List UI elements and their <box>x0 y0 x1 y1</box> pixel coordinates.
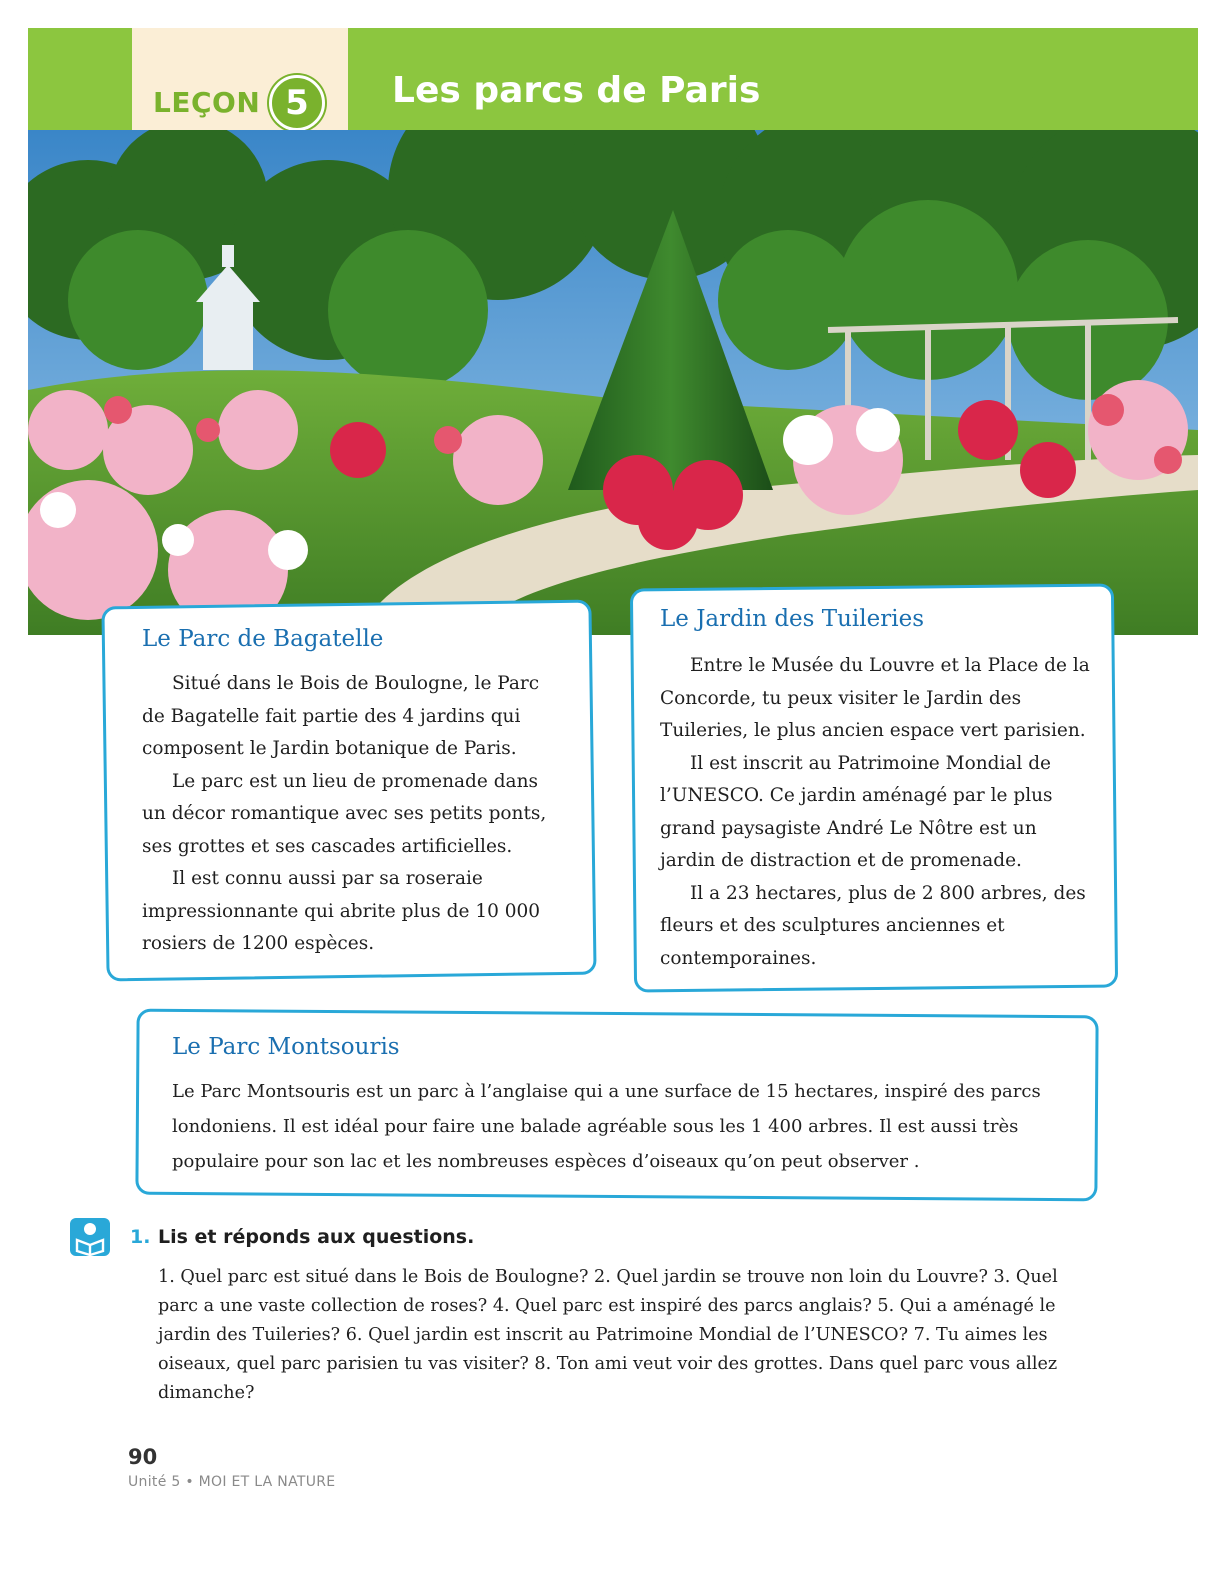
card-tuileries-paragraph: Il est inscrit au Patrimoine Mondial de l’UNESCO. Ce jardin aménagé par le plus grand paysagiste André Le Nôtre est un jardin de distraction et de promenade. <box>660 752 1053 871</box>
card-montsouris-title: Le Parc Montsouris <box>172 1034 400 1060</box>
card-bagatelle-title: Le Parc de Bagatelle <box>142 626 384 652</box>
card-bagatelle-text <box>142 668 562 961</box>
lesson-number-badge: 5 <box>269 75 325 131</box>
rose-garden-photo <box>28 130 1198 635</box>
card-bagatelle-paragraph: Situé dans le Bois de Boulogne, le Parc de Bagatelle fait partie des 4 jardins qui composent le Jardin botanique de Paris. <box>142 673 540 759</box>
card-montsouris-text: Le Parc Montsouris est un parc à l’anglaise qui a une surface de 15 hectares, inspiré des parcs londoniens. Il est idéal pour faire une balade agréable sous les 1 400 arbres. Il est aussi très populaire pour son lac et les nombreuses espèces d’oiseaux qu’on peut observer . <box>172 1081 1041 1172</box>
card-tuileries-paragraph: Il a 23 hectares, plus de 2 800 arbres, des fleurs et des sculptures anciennes et contemporaines. <box>660 882 1086 969</box>
card-tuileries-text <box>660 650 1092 975</box>
lesson-word: LEÇON <box>153 86 261 119</box>
exercise-title: Lis et réponds aux questions. <box>158 1226 475 1248</box>
card-tuileries-paragraph: Entre le Musée du Louvre et la Place de la Concorde, tu peux visiter le Jardin des Tuileries, le plus ancien espace vert parisien. <box>660 655 1090 741</box>
card-tuileries-title: Le Jardin des Tuileries <box>660 606 925 632</box>
exercise-questions: 1. Quel parc est situé dans le Bois de Boulogne? 2. Quel jardin se trouve non loin du Louvre? 3. Quel parc a une vaste collection de roses? 4. Quel parc est inspiré des parcs anglais? 5. Qui a aménagé le jardin des Tuileries? 6. Quel jardin est inscrit au Patrimoine Mondial de l’UNESCO? 7. Tu aimes les oiseaux, quel parc parisien tu vas visiter? 8. Ton ami veut voir des grottes. Dans quel parc vous allez dimanche? <box>158 1267 1058 1403</box>
page-title: Les parcs de Paris <box>392 70 761 111</box>
reading-icon <box>70 1218 110 1256</box>
exercise-number: 1. <box>130 1226 151 1248</box>
page-number: 90 <box>128 1445 158 1469</box>
unit-footer: Unité 5 • MOI ET LA NATURE <box>128 1474 336 1490</box>
card-bagatelle-paragraph: Il est connu aussi par sa roseraie impressionnante qui abrite plus de 10 000 rosiers de 1200 espèces. <box>142 868 541 954</box>
card-bagatelle-paragraph: Le parc est un lieu de promenade dans un décor romantique avec ses petits ponts, ses grottes et ses cascades artificielles. <box>142 770 547 857</box>
